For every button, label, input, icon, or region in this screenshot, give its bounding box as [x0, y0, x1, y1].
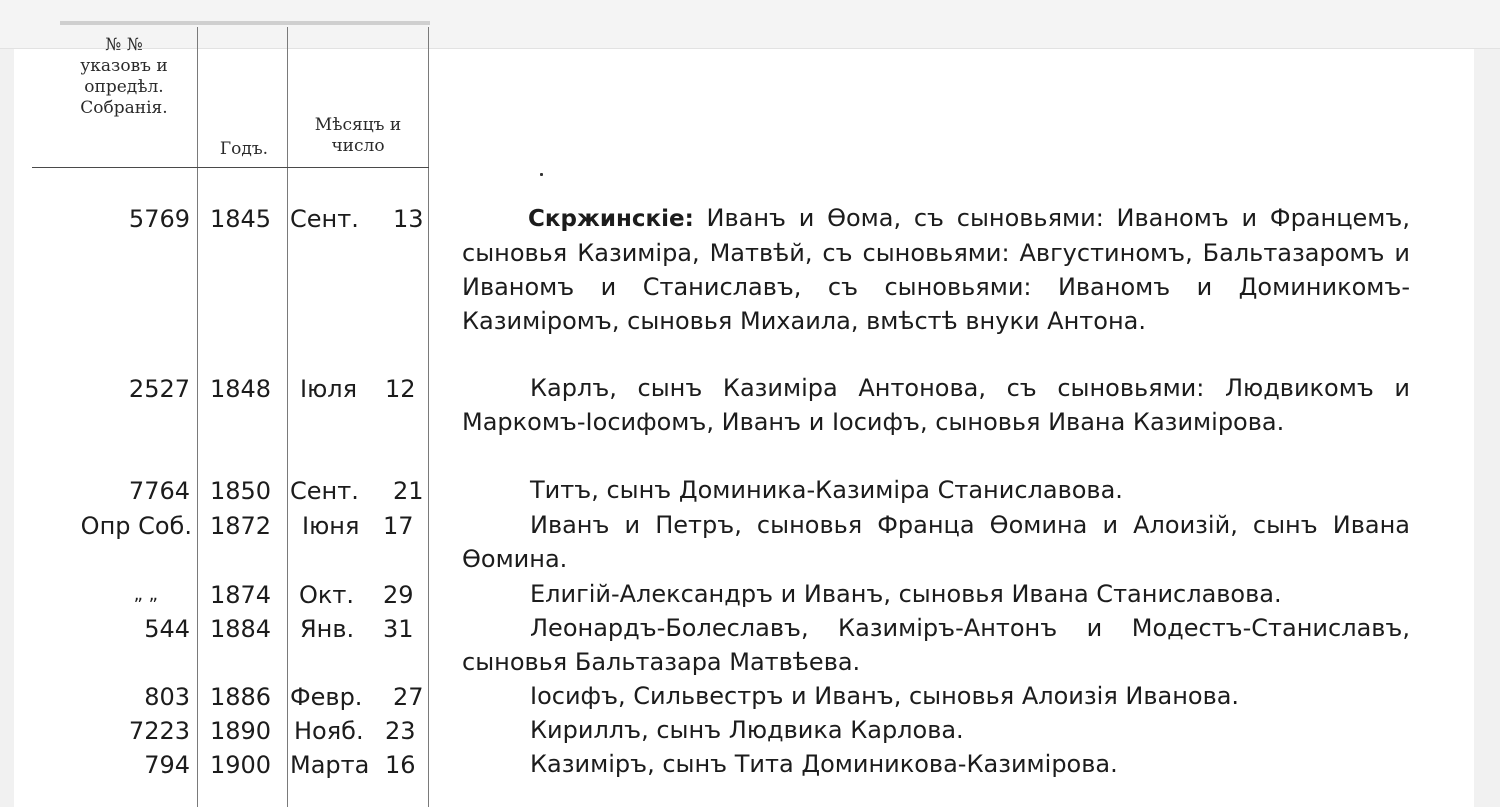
header-nos-line-3: опредѣл. — [84, 77, 164, 97]
column-rule-1 — [197, 27, 198, 807]
row-9-year: 1900 — [210, 751, 272, 779]
row-8-year: 1890 — [210, 717, 272, 745]
row-9-day: 16 — [385, 751, 416, 779]
row-5-year: 1874 — [210, 581, 272, 609]
row-2-number: 2527 — [128, 375, 190, 403]
row-6-month: Янв. — [300, 615, 355, 643]
row-1-number: 5769 — [128, 205, 190, 233]
row-6-year: 1884 — [210, 615, 272, 643]
entry-5: Елигій-Александръ и Иванъ, сыновья Ивана Станиславова. — [530, 580, 1282, 608]
header-nos-line-2: указовъ и — [80, 56, 168, 76]
row-6-day: 31 — [383, 615, 414, 643]
header-rule — [32, 167, 429, 168]
row-5-number: „ „ — [133, 584, 158, 605]
row-3-month: Сент. — [290, 477, 359, 505]
row-7-month: Февр. — [290, 683, 363, 711]
entry-4: Иванъ и Петръ, сыновья Франца Ѳомина и Алоизій, сынъ Ивана Ѳомина. — [462, 511, 1410, 573]
row-1-month: Сент. — [290, 205, 359, 233]
row-3-number: 7764 — [128, 477, 190, 505]
row-4-day: 17 — [383, 512, 414, 540]
entry-3: Титъ, сынъ Доминика-Казиміра Станиславова. — [530, 476, 1123, 504]
ink-dot — [540, 173, 543, 176]
header-nos-line-1: № № — [105, 35, 143, 55]
row-1-year: 1845 — [210, 205, 272, 233]
entry-6: Леонардъ-Болеславъ, Казиміръ-Антонъ и Модестъ-Станиславъ, сыновья Бальтазара Матвѣева. — [462, 614, 1410, 676]
entry-1 — [462, 201, 1410, 338]
row-8-day: 23 — [385, 717, 416, 745]
row-7-year: 1886 — [210, 683, 272, 711]
row-3-day: 21 — [393, 477, 424, 505]
document-page — [14, 35, 1474, 807]
row-2-day: 12 — [385, 375, 416, 403]
row-8-month: Нояб. — [294, 717, 364, 745]
row-9-month: Марта — [290, 751, 370, 779]
entry-7: Іосифъ, Сильвестръ и Иванъ, сыновья Алоизія Иванова. — [530, 682, 1240, 710]
row-5-month: Окт. — [299, 581, 354, 609]
header-year: Годъ. — [219, 139, 269, 159]
entry-8: Кириллъ, сынъ Людвика Карлова. — [530, 716, 964, 744]
scanned-register-table — [14, 35, 1474, 807]
entry-2: Карлъ, сынъ Казиміра Антонова, съ сыновьями: Людвикомъ и Маркомъ-Іосифомъ, Иванъ и Іосифъ, сыновья Ивана Казимірова. — [462, 374, 1410, 436]
row-4-number: Опр Соб. — [80, 512, 192, 540]
entry-9: Казиміръ, сынъ Тита Доминикова-Казимірова. — [530, 750, 1118, 778]
row-6-number: 544 — [144, 615, 190, 643]
row-5-day: 29 — [383, 581, 414, 609]
header-decree-numbers — [54, 35, 194, 119]
row-7-number: 803 — [144, 683, 190, 711]
row-3-year: 1850 — [210, 477, 272, 505]
viewer-toolbar — [0, 0, 1500, 49]
surname-heading: Скржинскіе: — [528, 206, 694, 232]
row-4-year: 1872 — [210, 512, 272, 540]
entry-1-text: Иванъ и Ѳома, съ сыновьями: Иваномъ и Францемъ, сыновья Казиміра, Матвѣй, съ сыновьями: Августиномъ, Бальтазаромъ и Иваномъ и Станиславъ, съ сыновьями: Иваномъ и Доминикомъ-Казиміромъ, сыновья Михаила, вмѣстѣ внуки Антона. — [462, 204, 1410, 335]
row-4-month: Іюня — [302, 512, 360, 540]
row-7-day: 27 — [393, 683, 424, 711]
header-nos-line-4: Собранія. — [80, 98, 168, 118]
row-9-number: 794 — [144, 751, 190, 779]
row-2-month: Іюля — [300, 375, 358, 403]
row-1-day: 13 — [393, 205, 424, 233]
row-2-year: 1848 — [210, 375, 272, 403]
header-month-day: Мѣсяцъ и число — [314, 115, 402, 156]
column-rule-3 — [428, 27, 429, 807]
row-8-number: 7223 — [128, 717, 190, 745]
toolbar-divider — [60, 21, 430, 25]
